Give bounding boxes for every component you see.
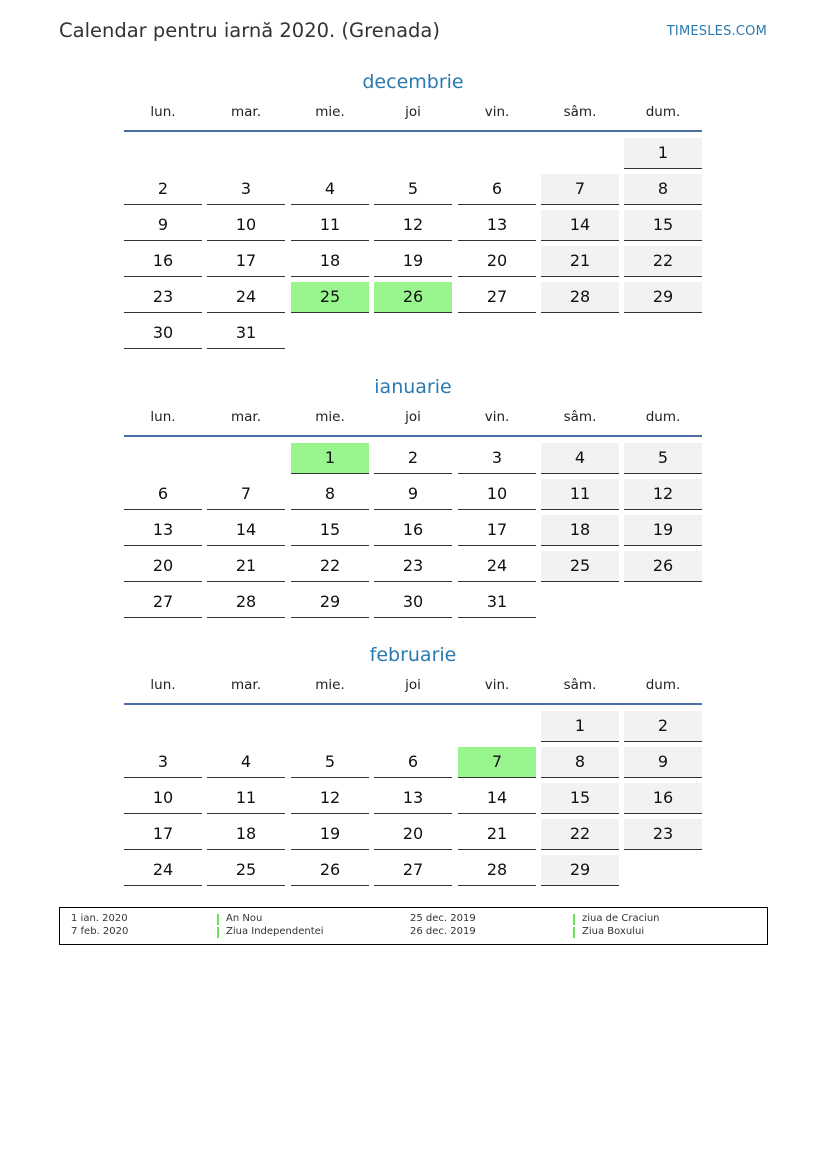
header-divider	[124, 703, 702, 705]
day-cell: 14	[207, 515, 285, 546]
day-cell: 19	[291, 819, 369, 850]
day-cell: 27	[458, 282, 536, 313]
day-cell: 21	[207, 551, 285, 582]
day-cell: 10	[207, 210, 285, 241]
day-cell: 30	[124, 318, 202, 349]
day-cell: 4	[541, 443, 619, 474]
day-cell: 2	[624, 711, 702, 742]
weekday-label: joi	[405, 104, 421, 120]
day-cell: 9	[624, 747, 702, 778]
day-cell: 17	[207, 246, 285, 277]
day-cell: 15	[624, 210, 702, 241]
day-cell: 13	[374, 783, 452, 814]
day-cell: 22	[541, 819, 619, 850]
day-cell: 23	[124, 282, 202, 313]
day-cell: 7	[207, 479, 285, 510]
legend-holiday-name: An Nou	[226, 913, 263, 924]
legend-color-marker	[573, 914, 575, 925]
weekday-label: dum.	[645, 104, 681, 120]
day-cell: 22	[291, 551, 369, 582]
weekday-label: mar.	[230, 677, 262, 693]
day-cell: 29	[541, 855, 619, 886]
day-cell: 7	[541, 174, 619, 205]
legend-date: 1 ian. 2020	[71, 913, 128, 924]
day-cell: 3	[207, 174, 285, 205]
day-cell: 29	[291, 587, 369, 618]
day-cell: 12	[624, 479, 702, 510]
day-cell: 18	[541, 515, 619, 546]
day-cell: 8	[624, 174, 702, 205]
day-cell: 31	[207, 318, 285, 349]
holiday-day-cell: 25	[291, 282, 369, 313]
day-cell: 13	[458, 210, 536, 241]
header-divider	[124, 435, 702, 437]
weekday-label: dum.	[645, 409, 681, 425]
weekday-label: lun.	[150, 677, 176, 693]
day-cell: 26	[624, 551, 702, 582]
weekday-label: vin.	[484, 104, 510, 120]
day-cell: 21	[541, 246, 619, 277]
day-cell: 17	[124, 819, 202, 850]
month-calendar	[124, 68, 702, 342]
holiday-day-cell: 7	[458, 747, 536, 778]
day-cell: 12	[291, 783, 369, 814]
day-cell: 24	[124, 855, 202, 886]
weekday-header	[124, 677, 702, 703]
weekday-label: joi	[405, 409, 421, 425]
day-cell: 2	[374, 443, 452, 474]
day-cell: 9	[374, 479, 452, 510]
day-cell: 28	[207, 587, 285, 618]
weekday-label: sâm.	[563, 104, 597, 120]
legend-date: 26 dec. 2019	[410, 926, 476, 937]
day-cell: 24	[458, 551, 536, 582]
day-cell: 20	[458, 246, 536, 277]
legend-holiday-name: Ziua Boxului	[582, 926, 645, 937]
day-cell: 6	[374, 747, 452, 778]
day-cell: 12	[374, 210, 452, 241]
day-cell: 16	[124, 246, 202, 277]
day-cell: 11	[207, 783, 285, 814]
day-cell: 25	[207, 855, 285, 886]
day-cell: 23	[624, 819, 702, 850]
day-cell: 15	[541, 783, 619, 814]
day-cell: 10	[124, 783, 202, 814]
day-cell: 22	[624, 246, 702, 277]
weekday-label: mie.	[315, 677, 345, 693]
day-cell: 20	[124, 551, 202, 582]
holiday-day-cell: 26	[374, 282, 452, 313]
day-cell: 3	[124, 747, 202, 778]
month-title: decembrie	[362, 71, 464, 93]
legend-date: 7 feb. 2020	[71, 926, 129, 937]
weekday-label: mar.	[230, 409, 262, 425]
day-cell: 11	[291, 210, 369, 241]
day-cell: 19	[374, 246, 452, 277]
day-cell: 19	[624, 515, 702, 546]
day-cell: 16	[624, 783, 702, 814]
day-cell: 14	[541, 210, 619, 241]
weekday-label: mie.	[315, 104, 345, 120]
legend-color-marker	[573, 927, 575, 938]
day-cell: 5	[374, 174, 452, 205]
day-cell: 26	[291, 855, 369, 886]
weekday-label: mar.	[230, 104, 262, 120]
weekday-label: lun.	[150, 104, 176, 120]
weekday-label: dum.	[645, 677, 681, 693]
weekday-label: joi	[405, 677, 421, 693]
day-cell: 4	[207, 747, 285, 778]
day-cell: 8	[541, 747, 619, 778]
day-cell: 23	[374, 551, 452, 582]
day-cell: 28	[541, 282, 619, 313]
day-cell: 10	[458, 479, 536, 510]
day-cell: 6	[458, 174, 536, 205]
day-cell: 21	[458, 819, 536, 850]
day-cell: 2	[124, 174, 202, 205]
day-cell: 17	[458, 515, 536, 546]
site-link[interactable]: TIMESLES.COM	[666, 24, 767, 39]
holiday-day-cell: 1	[291, 443, 369, 474]
day-cell: 16	[374, 515, 452, 546]
day-cell: 29	[624, 282, 702, 313]
header-divider	[124, 130, 702, 132]
day-cell: 8	[291, 479, 369, 510]
weekday-label: sâm.	[563, 409, 597, 425]
legend-holiday-name: Ziua Independentei	[226, 926, 324, 937]
day-cell: 9	[124, 210, 202, 241]
month-title: februarie	[369, 644, 457, 666]
day-cell: 18	[291, 246, 369, 277]
legend-color-marker	[217, 927, 219, 938]
day-cell: 18	[207, 819, 285, 850]
weekday-label: lun.	[150, 409, 176, 425]
weekday-header	[124, 104, 702, 130]
weekday-label: vin.	[484, 677, 510, 693]
day-cell: 13	[124, 515, 202, 546]
weekday-header	[124, 409, 702, 435]
page-title: Calendar pentru iarnă 2020. (Grenada)	[59, 19, 440, 42]
day-cell: 3	[458, 443, 536, 474]
day-cell: 30	[374, 587, 452, 618]
day-cell: 28	[458, 855, 536, 886]
weekday-label: sâm.	[563, 677, 597, 693]
weekday-label: vin.	[484, 409, 510, 425]
day-cell: 6	[124, 479, 202, 510]
month-title: ianuarie	[374, 376, 452, 398]
day-cell: 27	[374, 855, 452, 886]
day-cell: 5	[291, 747, 369, 778]
legend-holiday-name: ziua de Craciun	[582, 913, 660, 924]
day-cell: 31	[458, 587, 536, 618]
day-cell: 4	[291, 174, 369, 205]
legend-date: 25 dec. 2019	[410, 913, 476, 924]
day-cell: 20	[374, 819, 452, 850]
month-calendar	[124, 373, 702, 611]
day-cell: 24	[207, 282, 285, 313]
day-cell: 14	[458, 783, 536, 814]
holiday-legend	[59, 907, 768, 945]
day-cell: 1	[541, 711, 619, 742]
day-cell: 25	[541, 551, 619, 582]
legend-color-marker	[217, 914, 219, 925]
day-cell: 5	[624, 443, 702, 474]
day-cell: 1	[624, 138, 702, 169]
day-cell: 11	[541, 479, 619, 510]
month-calendar	[124, 641, 702, 879]
weekday-label: mie.	[315, 409, 345, 425]
day-cell: 15	[291, 515, 369, 546]
day-cell: 27	[124, 587, 202, 618]
